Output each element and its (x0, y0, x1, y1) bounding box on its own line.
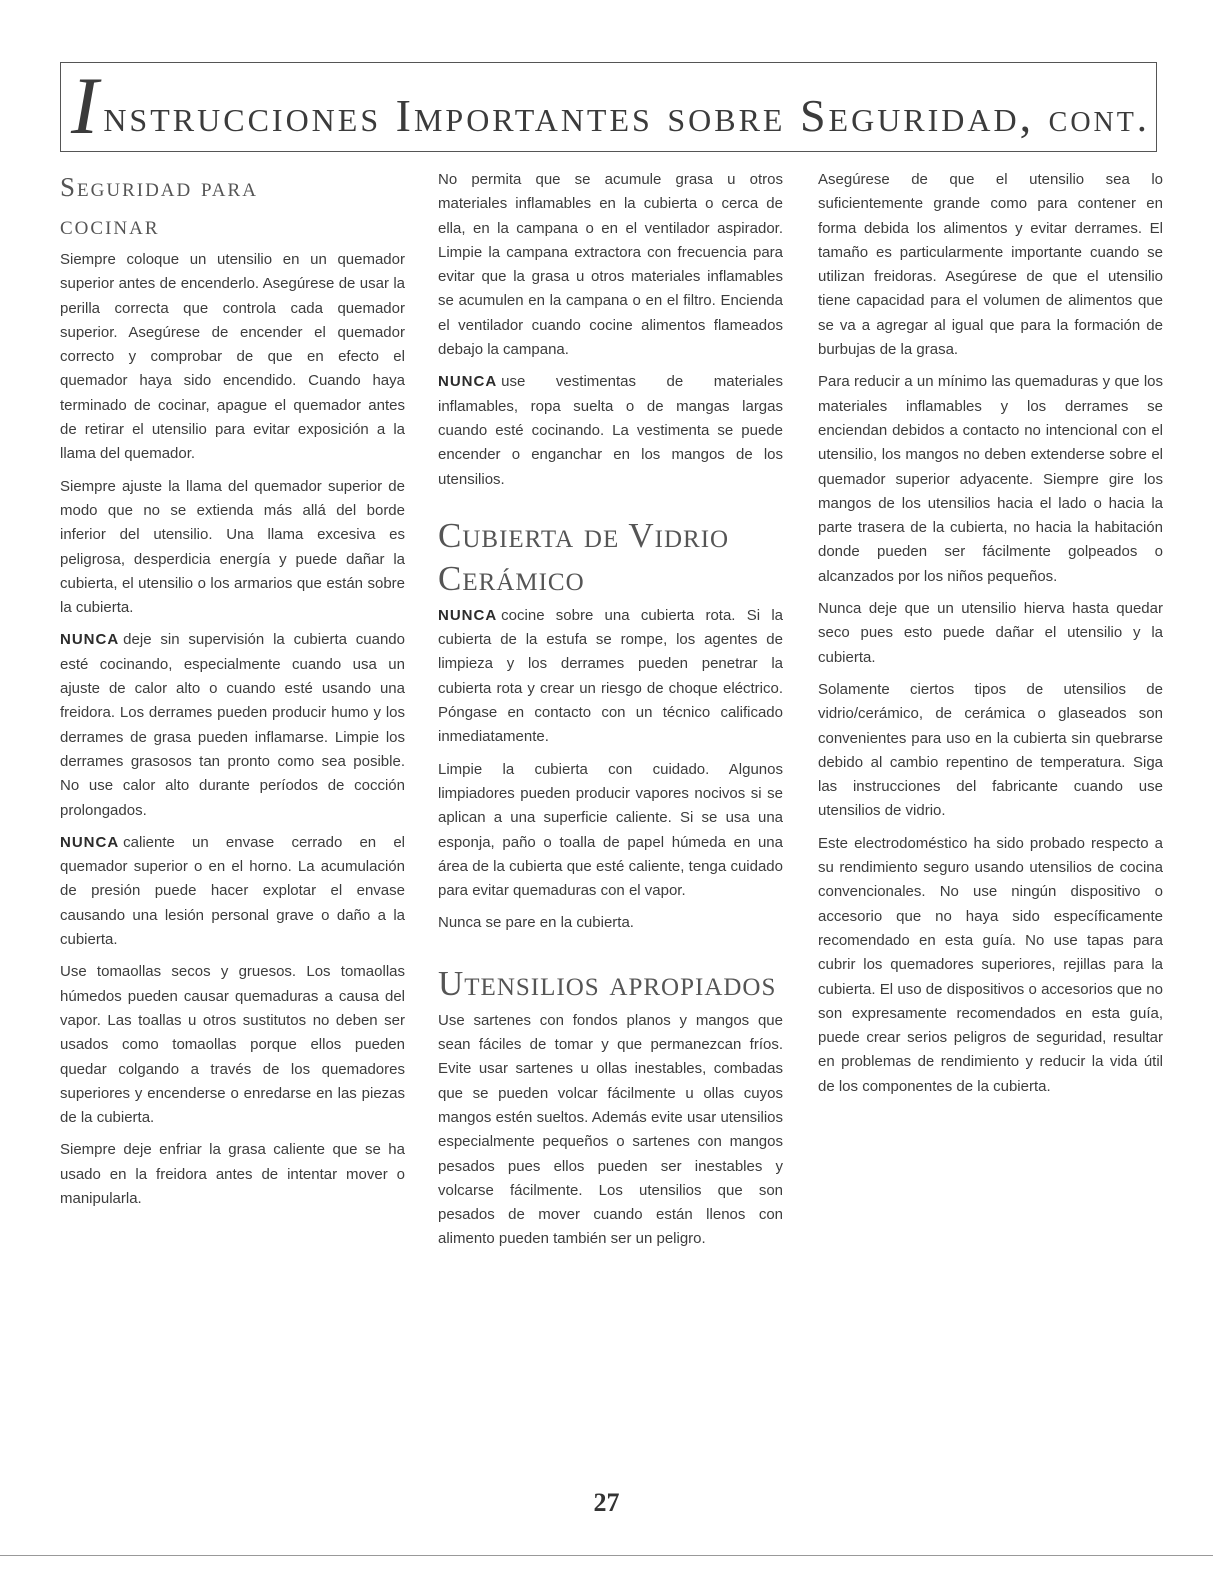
heading-line: Seguridad para (60, 172, 258, 202)
warning-keyword: NUNCA (438, 373, 498, 391)
paragraph: Asegúrese de que el utensilio sea lo suficientemente grande como para contener en forma debida los alimentos y evitar derrames. El tamaño es particularmente importante cuando se utilizan freidoras. Asegúrese de que el utensilio tiene capacidad para el volumen de alimentos que se va a agregar al igual que para la formación de burbujas de la grasa. (818, 171, 1163, 359)
page-number: 27 (593, 1488, 620, 1517)
page-title (71, 62, 1150, 151)
paragraph: Use tomaollas secos y gruesos. Los tomaollas húmedos pueden causar quemaduras a causa del vapor. Las toallas u otros sustitutos no deben ser usados como tomaollas porque ellos pueden quedar colgando a través de los quemadores superiores y encenderse o enredarse en las piezas de la cubierta. (60, 963, 405, 1127)
section-heading-utensilios-apropiados: Utensilios apropiados (438, 963, 777, 1003)
warning-keyword: NUNCA (438, 606, 498, 624)
title-text (103, 89, 1150, 142)
section-heading-cubierta-de-vidrio-ceramico (438, 514, 783, 600)
paragraph-text: caliente un envase cerrado en el quemador superior o en el horno. La acumulación de presión puede hacer explotar el envase causando una lesión personal grave o daño a la cubierta. (60, 833, 405, 949)
title-main: nstrucciones Importantes sobre Seguridad, (103, 90, 1035, 141)
title-cont: cont. (1048, 95, 1150, 140)
column-1 (60, 168, 405, 1219)
paragraph: No permita que se acumule grasa u otros materiales inflamables en la cubierta o cerca de ella, en la campana o en el ventilador aspirador. Limpie la campana extractora con frecuencia para evitar que la grasa u otros materiales inflamables se acumulen en la campana o en el filtro. Encienda el ventilador cuando cocine alimentos flameados debajo la campana. (438, 171, 783, 359)
paragraph (438, 370, 783, 491)
paragraph: Siempre coloque un utensilio en un quemador superior antes de encenderlo. Asegúrese de usar la perilla correcta que controla cada quemador superior. Asegúrese de encender el quemador correcto y comprobar de que en efecto el quemador haya sido encendido. Cuando haya terminado de cocinar, apague el quemador antes de retirar el utensilio para evitar exposición a la llama del quemador. (60, 251, 405, 463)
header-banner (60, 62, 1157, 152)
paragraph-text: use vestimentas de materiales inflamables, ropa suelta o de mangas largas cuando esté cocinando. La vestimenta se puede encender o enganchar en los mangos de los utensilios. (438, 373, 783, 488)
paragraph: Siempre ajuste la llama del quemador superior de modo que no se extienda más allá del borde inferior del utensilio. Una llama excesiva es peligrosa, desperdicia energía y puede dañar la cubierta, el utensilio o los armarios que están sobre la cubierta. (60, 477, 405, 617)
paragraph (438, 604, 783, 750)
paragraph (60, 628, 405, 822)
title-initial: I (71, 62, 102, 151)
paragraph (60, 831, 405, 952)
heading-line: cocinar (60, 210, 160, 240)
paragraph: Solamente ciertos tipos de utensilios de vidrio/cerámico, de cerámica o glaseados son convenientes para uso en la cubierta sin quebrarse debido al cambio repentino de temperatura. Siga las instrucciones del fabricante cuando use utensilios de vidrio. (818, 680, 1163, 820)
paragraph: Siempre deje enfriar la grasa caliente que se ha usado en la freidora antes de intentar mover o manipularla. (60, 1141, 405, 1207)
paragraph: Para reducir a un mínimo las quemaduras y que los materiales inflamables y los derrames se enciendan debidos a contacto no intencional con el utensilio, los mangos no deben extenderse sobre el quemador superior adyacente. Siempre gire los mangos de los utensilios hacia el lado o hacia la parte trasera de la cubierta, no hacia la habitación donde pueden ser fácilmente golpeados o alcanzados por los niños pequeños. (818, 373, 1163, 585)
warning-keyword: NUNCA (60, 833, 120, 851)
paragraph: Limpie la cubierta con cuidado. Algunos limpiadores pueden producir vapores nocivos si se aplican a una superficie caliente. Si se usa una esponja, paño o toalla de papel húmeda en una área de la cubierta que esté caliente, tenga cuidado para evitar quemaduras con el vapor. (438, 760, 783, 900)
paragraph: Este electrodoméstico ha sido probado respecto a su rendimiento seguro usando utensilios de cocina convencionales. No use ningún dispositivo o accesorio que no haya sido específicamente recomendado en esta guía. No use tapas para cubrir los quemadores superiores, rejillas para la cubierta. El uso de dispositivos o accesorios que no son expresamente recomendados en esta guía, puede crear serios peligros de seguridad, resultar en problemas de rendimiento y reducir la vida útil de los componentes de la cubierta. (818, 834, 1163, 1095)
column-2 (438, 168, 783, 1260)
section-heading-seguridad-para-cocinar (60, 168, 405, 244)
heading-line: Cerámico (438, 558, 585, 598)
paragraph-text: deje sin supervisión la cubierta cuando esté cocinando, especialmente cuando usa un ajuste de calor alto o cuando esté usando una freidora. Los derrames pueden producir humo y los derrames de grasa pueden inflamarse. Limpie los derrames grasosos tan pronto como sea posible. No use calor alto durante períodos de cocción prolongados. (60, 631, 405, 819)
paragraph: Nunca se pare en la cubierta. (438, 914, 634, 932)
heading-line: Cubierta de Vidrio (438, 515, 730, 555)
paragraph: Use sartenes con fondos planos y mangos que sean fáciles de tomar y que permanezcan fríos. Evite usar sartenes u ollas inestables, combadas que se pueden volcar fácilmente u ollas cuyos mangos estén sueltos. Además evite usar utensilios especialmente pequeños o sartenes con mangos pesados pues ellos pueden ser inestables y volcarse fácilmente. Los utensilios que son pesados de mover cuando están llenos con alimento pueden también ser un peligro. (438, 1011, 783, 1248)
paragraph-text: cocine sobre una cubierta rota. Si la cubierta de la estufa se rompe, los agentes de limpieza y los derrames pueden penetrar la cubierta rota y crear un riesgo de choque eléctrico. Póngase en contacto con un técnico calificado inmediatamente. (438, 606, 783, 746)
warning-keyword: NUNCA (60, 631, 120, 649)
column-3 (818, 168, 1163, 1107)
paragraph: Nunca deje que un utensilio hierva hasta quedar seco pues esto puede dañar el utensilio y la cubierta. (818, 600, 1163, 666)
bottom-divider (0, 1555, 1213, 1556)
